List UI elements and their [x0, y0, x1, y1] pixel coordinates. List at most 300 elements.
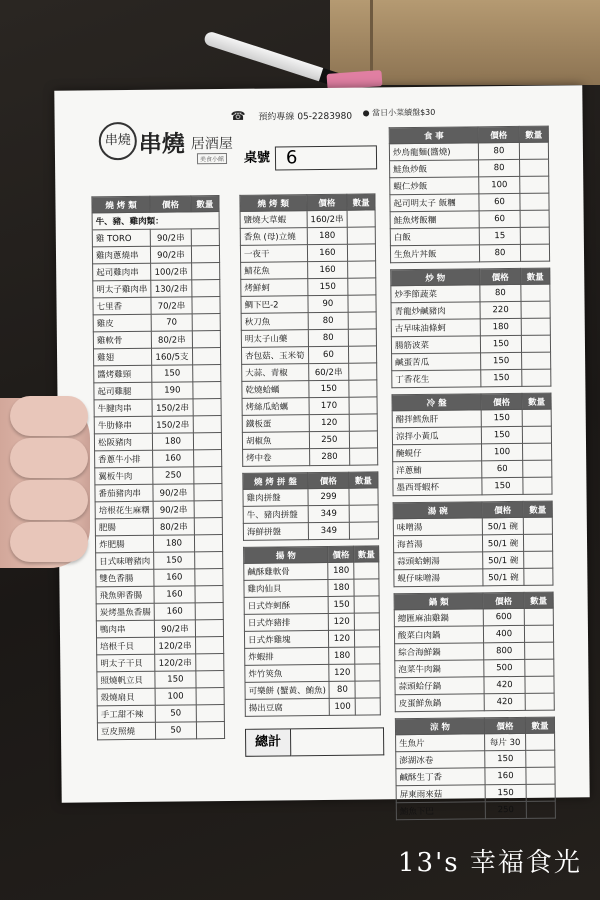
menu-item-row [245, 681, 380, 699]
menu-item-price: 90/2串 [150, 246, 191, 263]
menu-item-name: 雙色香腸 [96, 569, 154, 587]
menu-item-name: 蜆仔味噌湯 [394, 569, 483, 587]
menu-section-table [389, 126, 550, 264]
menu-item-qty-field[interactable] [526, 801, 555, 818]
menu-item-qty-field[interactable] [196, 654, 224, 671]
section-header-row [394, 592, 553, 610]
menu-item-qty-field[interactable] [193, 382, 221, 399]
menu-item-qty-field[interactable] [524, 551, 553, 568]
menu-item-price: 160 [307, 244, 348, 261]
menu-item-qty-field[interactable] [349, 363, 377, 380]
menu-item-row [97, 688, 224, 706]
menu-item-name: 屏東雨來菇 [396, 785, 485, 803]
menu-item-qty-field[interactable] [195, 603, 223, 620]
menu-item-qty-field[interactable] [191, 263, 219, 280]
table-label: 桌號 [243, 150, 271, 166]
menu-item-qty-field[interactable] [349, 522, 378, 539]
menu-item-price: 150 [155, 671, 196, 688]
menu-item-qty-field[interactable] [355, 681, 380, 698]
menu-item-qty-field[interactable] [349, 488, 378, 505]
menu-item-qty-field[interactable] [193, 399, 221, 416]
menu-item-price: 150 [328, 596, 354, 613]
menu-item-qty-field[interactable] [194, 535, 222, 552]
menu-item-name: 起司雞肉串 [93, 263, 151, 281]
menu-item-qty-field[interactable] [526, 784, 555, 801]
menu-item-qty-field[interactable] [524, 608, 553, 625]
menu-item-name: 翼板牛肉 [95, 467, 153, 485]
menu-item-qty-field[interactable] [521, 284, 550, 301]
menu-item-price: 80/2串 [153, 518, 194, 535]
menu-item-qty-field[interactable] [525, 693, 554, 710]
menu-item-name: 揚出豆腐 [245, 698, 330, 716]
menu-item-qty-field[interactable] [520, 159, 549, 176]
menu-item-qty-field[interactable] [194, 467, 222, 484]
menu-item-price: 80 [479, 159, 520, 176]
menu-item-row [393, 534, 552, 553]
menu-item-qty-field[interactable] [196, 722, 224, 739]
menu-item-qty-field[interactable] [524, 625, 553, 642]
menu-item-price: 150 [482, 477, 523, 494]
menu-item-price: 150 [481, 426, 522, 443]
menu-item-price: 180 [328, 579, 354, 596]
menu-item-name: 泡菜牛肉鍋 [395, 660, 484, 678]
menu-item-qty-field[interactable] [520, 227, 549, 244]
menu-item-price: 120 [329, 664, 355, 681]
menu-item-name: 烤鮮蚵 [241, 279, 308, 297]
menu-item-qty-field[interactable] [354, 562, 379, 579]
menu-item-price: 180 [152, 433, 193, 450]
menu-item-qty-field[interactable] [193, 365, 221, 382]
menu-item-qty-field[interactable] [525, 642, 554, 659]
qty-header: 數量 [524, 592, 553, 608]
menu-item-qty-field[interactable] [195, 586, 223, 603]
menu-item-price: 250 [153, 467, 194, 484]
menu-item-qty-field[interactable] [519, 142, 548, 159]
menu-item-qty-field[interactable] [348, 244, 376, 261]
hand [0, 398, 90, 568]
menu-item-price: 150 [485, 784, 526, 801]
menu-item-name: 鮭魚烤飯糰 [390, 211, 479, 229]
menu-item-name: 炭烤墨魚香腸 [96, 603, 154, 621]
menu-item-qty-field[interactable] [348, 312, 376, 329]
menu-item-price: 70 [151, 314, 192, 331]
menu-item-qty-field[interactable] [349, 397, 377, 414]
menu-item-qty-field[interactable] [348, 278, 376, 295]
menu-item-qty-field[interactable] [192, 314, 220, 331]
menu-item-row [390, 244, 549, 263]
marker-pen [203, 30, 329, 83]
menu-item-name: 明太子雞肉串 [93, 280, 151, 298]
menu-item-price: 150 [154, 552, 195, 569]
menu-item-qty-field[interactable] [523, 534, 552, 551]
menu-item-name: 雞軟骨 [93, 331, 151, 349]
menu-item-price: 80/2串 [151, 331, 192, 348]
menu-item-price: 90/2串 [153, 484, 194, 501]
menu-item-price: 150/2串 [152, 399, 193, 416]
menu-item-row [393, 517, 552, 536]
menu-item-name: 鹹酥雞軟骨 [244, 562, 329, 580]
menu-item-price: 299 [308, 488, 349, 505]
menu-item-name: 墨西哥蝦杯 [393, 478, 482, 496]
menu-item-qty-field[interactable] [196, 671, 224, 688]
menu-item-name: 雞皮 [93, 314, 151, 332]
menu-item-qty-field[interactable] [195, 620, 223, 637]
qty-header: 數量 [347, 194, 375, 210]
menu-item-name: 起司雞腿 [94, 382, 152, 400]
menu-item-qty-field[interactable] [523, 477, 552, 494]
menu-item-qty-field[interactable] [192, 280, 220, 297]
menu-item-price: 90 [307, 295, 348, 312]
menu-item-row [94, 382, 221, 400]
menu-item-qty-field[interactable] [192, 297, 220, 314]
section-title: 燒 烤 類 [240, 195, 307, 212]
total-box [245, 727, 384, 756]
menu-item-price: 500 [484, 659, 525, 676]
watermark: 13's 幸福食光 [398, 848, 582, 878]
menu-item-price: 160/5支 [152, 348, 193, 365]
menu-item-name: 海苔湯 [393, 535, 482, 553]
menu-item-row [95, 450, 222, 468]
menu-item-price: 160 [154, 569, 195, 586]
menu-item-row [396, 733, 555, 752]
phone-icon: ☎ [230, 108, 246, 123]
menu-item-row [391, 284, 550, 303]
total-field[interactable] [291, 727, 384, 756]
menu-item-qty-field[interactable] [349, 505, 378, 522]
menu-item-name: 香蔥牛小排 [95, 450, 153, 468]
menu-item-row [395, 642, 554, 661]
menu-item-price: 400 [483, 625, 524, 642]
menu-item-name: 日式炸豬排 [244, 613, 329, 631]
menu-item-row [95, 484, 222, 502]
menu-item-name: 丁香花生 [392, 370, 481, 388]
menu-item-qty-field[interactable] [525, 676, 554, 693]
menu-item-qty-field[interactable] [354, 579, 379, 596]
menu-item-price: 50/1 碗 [483, 551, 524, 568]
menu-item-row [245, 664, 380, 682]
menu-item-qty-field[interactable] [355, 664, 380, 681]
menu-item-name: 番茄豬肉串 [95, 484, 153, 502]
menu-section-table [394, 592, 555, 713]
menu-item-name: 酸菜白肉鍋 [394, 626, 483, 644]
menu-item-price: 80 [478, 142, 519, 159]
menu-item-row [97, 637, 224, 655]
menu-item-row [95, 501, 222, 519]
menu-item-qty-field[interactable] [192, 348, 220, 365]
brand-subtitle: 居酒屋 [190, 135, 233, 153]
menu-item-name: 殼燒扇貝 [97, 688, 155, 706]
section-header-row [240, 194, 375, 211]
menu-item-row [244, 596, 379, 614]
menu-item-name: 松阪豬肉 [94, 433, 152, 451]
menu-item-qty-field[interactable] [356, 698, 381, 715]
menu-item-qty-field[interactable] [520, 193, 549, 210]
menu-item-name: 牛腱肉串 [94, 399, 152, 417]
menu-item-qty-field[interactable] [521, 335, 550, 352]
price-header: 價格 [483, 592, 524, 608]
phone-label: 預約專線 [258, 112, 295, 123]
menu-item-name: 總匯麻油雞鍋 [394, 609, 483, 627]
menu-item-name: 鴨肉串 [96, 620, 154, 638]
menu-item-name: 皮蛋鮮魚鍋 [395, 694, 484, 712]
menu-item-price: 160 [153, 450, 194, 467]
menu-item-name: 培根花生麻糬 [95, 501, 153, 519]
menu-item-name: 蒜頭蛤蜊湯 [394, 552, 483, 570]
menu-item-price: 150 [485, 750, 526, 767]
menu-item-price: 50/1 碗 [482, 534, 523, 551]
order-sheet [54, 85, 589, 818]
menu-item-qty-field[interactable] [347, 210, 375, 227]
menu-item-qty-field[interactable] [526, 733, 555, 750]
menu-item-row [243, 505, 378, 523]
menu-item-name: 照燒帆立貝 [97, 671, 155, 689]
menu-section-table [243, 545, 381, 716]
menu-item-name: 蒜頭蛤仔鍋 [395, 677, 484, 695]
menu-item-qty-field[interactable] [195, 637, 223, 654]
menu-item-qty-field[interactable] [348, 295, 376, 312]
menu-item-row [390, 176, 549, 195]
menu-item-qty-field[interactable] [526, 767, 555, 784]
menu-item-row [243, 448, 378, 466]
table-number-field[interactable]: 6 [275, 145, 377, 170]
menu-item-qty-field[interactable] [520, 244, 549, 261]
qty-header: 數量 [519, 126, 548, 142]
menu-item-name: 古早味油條蚵 [391, 319, 480, 337]
menu-item-qty-field[interactable] [347, 227, 375, 244]
menu-item-qty-field[interactable] [355, 613, 380, 630]
section-header-row [392, 393, 551, 411]
menu-item-name: 明太子山藥 [241, 330, 308, 348]
menu-item-qty-field[interactable] [521, 318, 550, 335]
menu-item-qty-field[interactable] [526, 750, 555, 767]
menu-item-price: 250 [485, 801, 526, 818]
menu-item-name: 培根千貝 [97, 637, 155, 655]
menu-item-qty-field[interactable] [191, 229, 219, 246]
menu-item-name: 青龍炒鹹豬肉 [391, 302, 480, 320]
menu-item-name: 炒烏龍麵(醬燒) [389, 143, 478, 161]
menu-section-table [239, 193, 378, 466]
menu-item-name: 日式味噌豬肉 [96, 552, 154, 570]
qty-header: 數量 [349, 472, 378, 488]
menu-item-price: 160 [154, 586, 195, 603]
menu-item-qty-field[interactable] [524, 568, 553, 585]
menu-item-price: 420 [484, 676, 525, 693]
menu-item-price: 60 [482, 460, 523, 477]
menu-item-name: 鯖花魚 [241, 262, 308, 280]
menu-item-name: 生魚片 [396, 734, 485, 752]
menu-item-price: 349 [308, 505, 349, 522]
menu-item-row [241, 295, 376, 313]
menu-item-qty-field[interactable] [520, 176, 549, 193]
menu-item-price: 50/1 碗 [483, 568, 524, 585]
menu-item-row [396, 784, 555, 803]
menu-item-name: 胡椒魚 [242, 432, 309, 450]
menu-item-name: 七里香 [93, 297, 151, 315]
brand-small-tag: 美食小館 [197, 153, 227, 164]
menu-item-qty-field[interactable] [355, 647, 380, 664]
section-title: 揚 物 [244, 546, 329, 563]
menu-item-price: 180 [329, 647, 355, 664]
menu-item-qty-field[interactable] [354, 596, 379, 613]
menu-item-qty-field[interactable] [525, 659, 554, 676]
menu-item-qty-field[interactable] [349, 380, 377, 397]
menu-item-qty-field[interactable] [523, 517, 552, 534]
menu-item-row [392, 369, 551, 388]
menu-item-row [94, 365, 221, 383]
menu-item-qty-field[interactable] [193, 416, 221, 433]
menu-item-row [240, 244, 375, 262]
menu-item-name: 生魚片丼飯 [390, 245, 479, 263]
menu-item-price: 180 [328, 562, 354, 579]
menu-item-row [97, 722, 224, 740]
menu-item-row [242, 380, 377, 398]
menu-item-price: 120 [329, 613, 355, 630]
menu-item-row [390, 227, 549, 246]
menu-item-qty-field[interactable] [349, 414, 377, 431]
menu-item-qty-field[interactable] [355, 630, 380, 647]
menu-item-row [394, 568, 553, 587]
menu-item-qty-field[interactable] [521, 301, 550, 318]
menu-item-qty-field[interactable] [520, 210, 549, 227]
menu-item-price: 150 [480, 335, 521, 352]
menu-item-qty-field[interactable] [193, 450, 221, 467]
menu-item-name: 雞 TORO [92, 229, 150, 247]
menu-item-qty-field[interactable] [349, 346, 377, 363]
menu-section-table [391, 393, 552, 497]
menu-item-price: 150 [152, 365, 193, 382]
menu-item-row [96, 603, 223, 621]
menu-item-price: 80 [308, 329, 349, 346]
menu-item-name: 蝦仁炒飯 [390, 177, 479, 195]
price-header: 價格 [481, 393, 522, 409]
menu-section-table [91, 195, 225, 740]
menu-item-name: 鹽燒大草蝦 [240, 211, 307, 229]
menu-item-price: 800 [484, 642, 525, 659]
menu-item-price: 150 [481, 369, 522, 386]
menu-item-name: 起司明太子 飯糰 [390, 194, 479, 212]
menu-item-row [242, 363, 377, 381]
menu-item-price: 100 [155, 688, 196, 705]
menu-item-name: 香魚 (母)立燒 [240, 228, 307, 246]
menu-item-qty-field[interactable] [194, 518, 222, 535]
menu-item-row [97, 705, 224, 723]
menu-item-price: 60 [479, 210, 520, 227]
menu-item-name: 鐵板蛋 [242, 415, 309, 433]
menu-item-price: 180 [480, 318, 521, 335]
restaurant-logo: 串燒 [99, 122, 137, 160]
qty-header: 數量 [354, 546, 379, 562]
menu-item-qty-field[interactable] [191, 246, 219, 263]
menu-item-name: 涼拌小黃瓜 [392, 427, 481, 445]
menu-item-row [396, 750, 555, 769]
menu-item-name: 鮪魚下巴 [396, 802, 485, 820]
menu-item-price: 100 [479, 176, 520, 193]
menu-item-qty-field[interactable] [523, 443, 552, 460]
menu-item-qty-field[interactable] [194, 552, 222, 569]
menu-item-row [93, 263, 220, 281]
menu-item-qty-field[interactable] [522, 352, 551, 369]
price-header: 價格 [328, 546, 354, 562]
menu-item-price: 80 [480, 284, 521, 301]
menu-item-name: 味噌湯 [393, 518, 482, 536]
menu-item-price: 90/2串 [150, 229, 191, 246]
menu-item-qty-field[interactable] [348, 261, 376, 278]
menu-item-qty-field[interactable] [522, 409, 551, 426]
table-number-box [239, 145, 377, 170]
price-header: 價格 [306, 194, 347, 210]
menu-item-qty-field[interactable] [193, 433, 221, 450]
menu-item-qty-field[interactable] [522, 369, 551, 386]
section-title: 燒 烤 類 [92, 196, 150, 213]
menu-item-qty-field[interactable] [522, 426, 551, 443]
menu-item-name: 牛、豬肉拼盤 [243, 506, 308, 524]
menu-item-qty-field[interactable] [194, 484, 222, 501]
menu-item-qty-field[interactable] [350, 448, 378, 465]
menu-item-qty-field[interactable] [192, 331, 220, 348]
menu-item-price: 60 [479, 193, 520, 210]
menu-item-row [396, 767, 555, 786]
menu-item-row [391, 301, 550, 320]
menu-item-row [94, 433, 221, 451]
menu-item-qty-field[interactable] [194, 501, 222, 518]
menu-item-row [96, 620, 223, 638]
price-header: 價格 [480, 268, 521, 284]
menu-item-row [93, 314, 220, 332]
menu-item-row [394, 551, 553, 570]
menu-item-price: 150 [308, 380, 349, 397]
menu-item-row [390, 210, 549, 229]
menu-item-price: 170 [309, 397, 350, 414]
menu-item-price: 70/2串 [151, 297, 192, 314]
menu-item-price: 80 [479, 244, 520, 261]
menu-item-qty-field[interactable] [523, 460, 552, 477]
menu-item-row [244, 613, 379, 631]
menu-item-name: 杏包菇、玉米筍 [241, 347, 308, 365]
menu-item-name: 鮭魚炒飯 [390, 160, 479, 178]
menu-item-price: 150 [481, 352, 522, 369]
section-title: 炒 物 [391, 269, 480, 286]
menu-item-price: 180 [307, 227, 348, 244]
menu-item-name: 雞肉仙貝 [244, 579, 329, 597]
menu-item-row [241, 329, 376, 347]
menu-item-name: 豆皮照燒 [97, 722, 155, 740]
menu-item-name: 飛魚卵香腸 [96, 586, 154, 604]
menu-item-name: 秋刀魚 [241, 313, 308, 331]
menu-item-row [93, 297, 220, 315]
reservation-phone [230, 108, 352, 123]
menu-item-qty-field[interactable] [350, 431, 378, 448]
menu-item-price: 80 [329, 681, 355, 698]
price-header: 價格 [484, 717, 525, 733]
menu-item-price: 349 [308, 522, 349, 539]
menu-item-row [95, 535, 222, 553]
menu-item-qty-field[interactable] [195, 569, 223, 586]
menu-item-row [243, 488, 378, 506]
menu-item-row [244, 562, 379, 580]
menu-section-table [393, 501, 554, 588]
menu-item-price: 100/2串 [151, 263, 192, 280]
menu-item-qty-field[interactable] [196, 688, 224, 705]
menu-item-qty-field[interactable] [349, 329, 377, 346]
menu-item-row [96, 552, 223, 570]
menu-item-row [390, 193, 549, 212]
section-title: 冷 盤 [392, 394, 481, 411]
qty-header: 數量 [522, 393, 551, 409]
menu-item-qty-field[interactable] [196, 705, 224, 722]
menu-item-row [395, 659, 554, 678]
section-title: 鍋 類 [394, 593, 483, 610]
menu-column-right [389, 126, 556, 821]
